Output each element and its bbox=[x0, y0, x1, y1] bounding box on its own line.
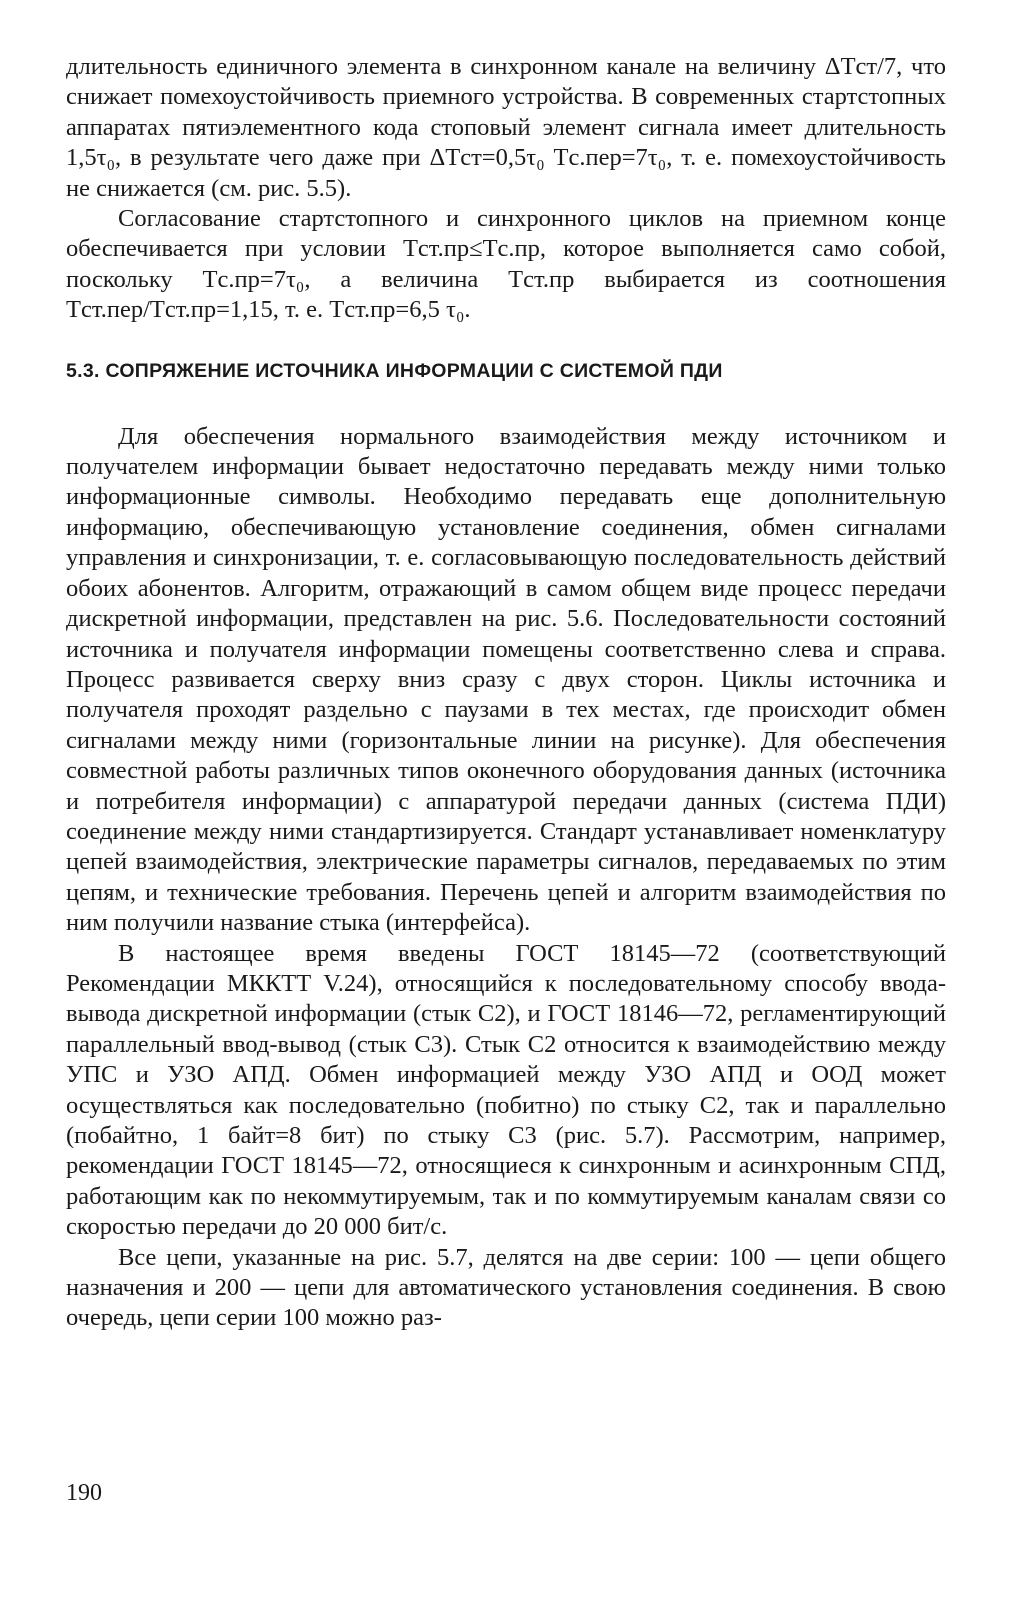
paragraph-sync-matching: Согласование стартстопного и синхронного циклов на приемном конце обеспечивается при условии Tст.пр≤Tс.пр, которое выполняется само собой, поскольку Tс.пр=7τ₀, а величина Tст.пр выбирается из соотношения Tст.пер/Tст.пр=1,15, т. е. Tст.пр=6,5 τ₀. bbox=[66, 205, 946, 324]
paragraph-gost: В настоящее время введены ГОСТ 18145—72 (соответствующий Рекомендации МККТТ V.24), относящийся к последовательному способу ввода-вывода дискретной информации (стык С2), и ГОСТ 18146—72, регламентирующий параллельный ввод-вывод (стык С3). Стык С2 относится к взаимодействию между УПС и УЗО АПД. Обмен информацией между УЗО АПД и ООД может осуществляться как последовательно (побитно) по стыку С2, так и параллельно (побайтно, 1 байт=8 бит) по стыку С3 (рис. 5.7). Рассмотрим, например, рекомендации ГОСТ 18145—72, относящиеся к синхронным и асинхронным СПД, работающим как по некоммутируемым, так и по коммутируемым каналам связи со скоростью передачи до 20 000 бит/с. bbox=[66, 939, 946, 1241]
paragraph-continuation: длительность единичного элемента в синхронном канале на величину ΔTст/7, что снижает помехоустойчивость приемного устройства. В современных стартстопных аппаратах пятиэлементного кода стоповый элемент сигнала имеет длительность 1,5τ₀, в результате чего даже при ΔTст=0,5τ₀ Tс.пер=7τ₀, т. е. помехоустойчивость не снижается (см. рис. 5.5). bbox=[66, 53, 946, 202]
paragraph-interaction: Для обеспечения нормального взаимодействия между источником и получателем информации бывает недостаточно передавать между ними только информационные символы. Необходимо передавать еще дополнительную информацию, обеспечивающую установление соединения, обмен сигналами управления и синхронизации, т. е. согласовывающую последовательность действий обоих абонентов. Алгоритм, отражающий в самом общем виде процесс передачи дискретной информации, представлен на рис. 5.6. Последовательности состояний источника и получателя информации помещены соответственно слева и справа. Процесс развивается сверху вниз сразу с двух сторон. Циклы источника и получателя проходят раздельно с паузами в тех местах, где происходит обмен сигналами между ними (горизонтальные линии на рисунке). Для обеспечения совместной работы различных типов оконечного оборудования данных (источника и потребителя информации) с аппаратурой передачи данных (система ПДИ) соединение между ними стандартизируется. Стандарт устанавливает номенклатуру цепей взаимодействия, электрические параметры сигналов, передаваемых по этим цепям, и технические требования. Перечень цепей и алгоритм взаимодействия по ним получили название стыка (интерфейса). bbox=[66, 422, 946, 937]
page-number: 190 bbox=[66, 1480, 102, 1506]
page-body bbox=[66, 52, 946, 1334]
section-heading: 5.3. СОПРЯЖЕНИЕ ИСТОЧНИКА ИНФОРМАЦИИ С СИСТЕМОЙ ПДИ bbox=[66, 359, 723, 382]
paragraph-circuits: Все цепи, указанные на рис. 5.7, делятся на две серии: 100 — цепи общего назначения и 200 — цепи для автоматического установления соединения. В свою очередь, цепи серии 100 можно раз- bbox=[66, 1243, 946, 1332]
